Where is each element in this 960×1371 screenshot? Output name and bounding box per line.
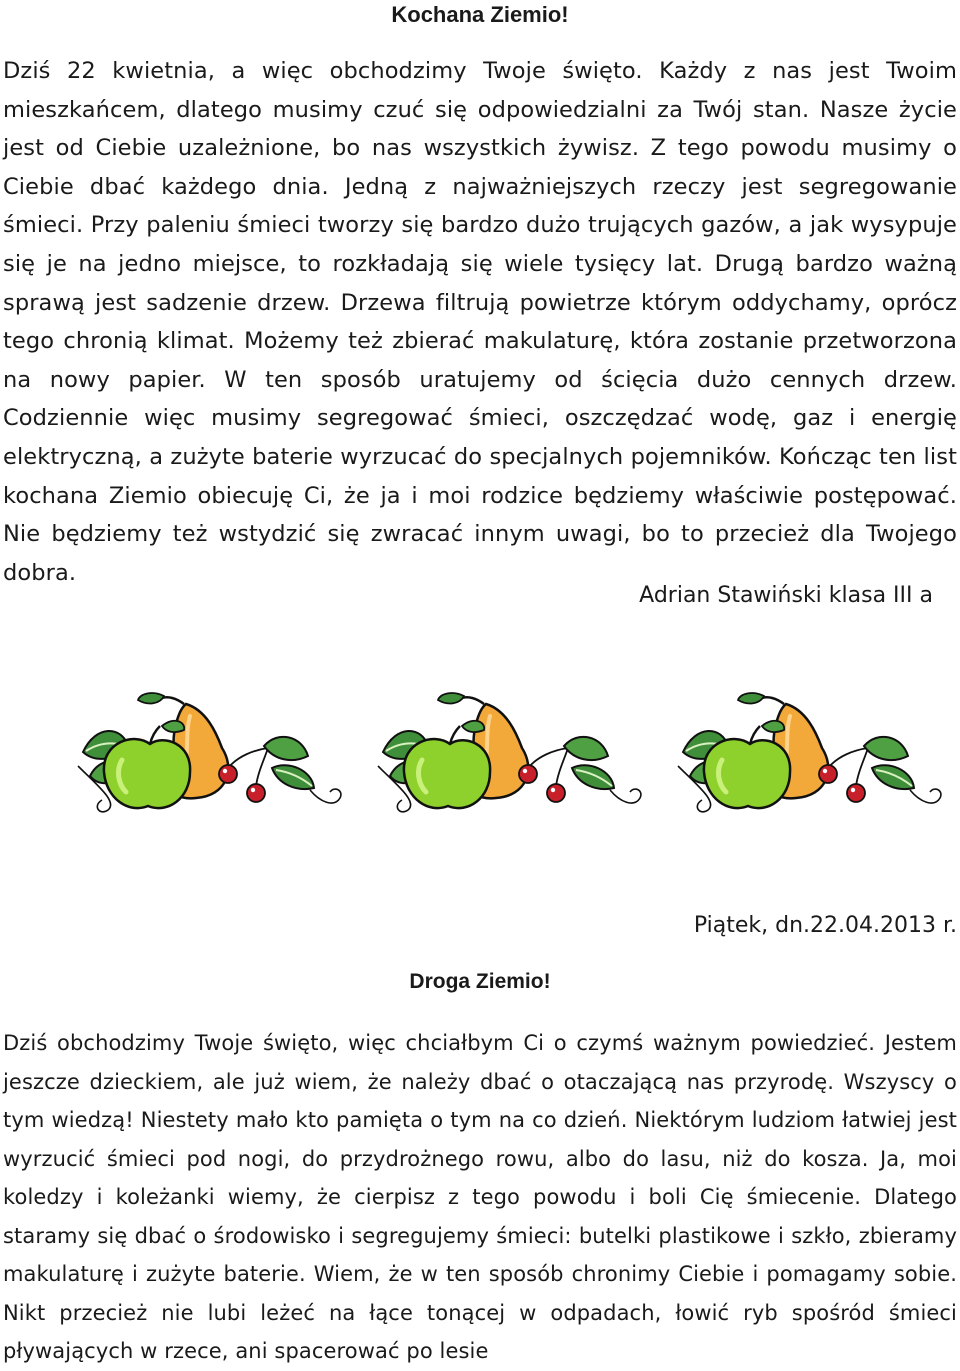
signature: Adrian Stawiński klasa III a (639, 583, 933, 608)
letter-body: Dziś 22 kwietnia, a więc obchodzimy Twoje święto. Każdy z nas jest Twoim mieszkańcem, dlatego musimy czuć się odpowiedzialni za Twój stan. Nasze życie jest od Ciebie uzależnione, bo nas wszystkich żywisz. Z tego powodu musimy o Ciebie dbać każdego dnia. Jedną z najważniejszych rzeczy jest segregowanie śmieci. Przy paleniu śmieci tworzy się bardzo dużo trujących gazów, a jak wysypuje się je na jedno miejsce, to rozkładają się wiele tysięcy lat. Drugą bardzo ważną sprawą jest sadzenie drzew. Drzewa filtrują powietrze którym oddychamy, oprócz tego chronią klimat. Możemy też zbierać makulaturę, która zostanie przetworzona na nowy papier. W ten sposób uratujemy od ścięcia dużo cennych drzew. Codziennie więc musimy segregować śmieci, oszczędzać wodę, gaz i energię elektryczną, a zużyte baterie wyrzucać do specjalnych pojemników. Kończąc ten list kochana Ziemio obiecuję Ci, że ja i moi rodzice będziemy właściwie postępować. Nie będziemy też wstydzić się zwracać innym uwagi, bo to przecież dla Twojego dobra. (3, 58, 957, 586)
letter-body: Dziś obchodzimy Twoje święto, więc chciałbym Ci o czymś ważnym powiedzieć. Jestem jeszcze dzieckiem, ale już wiem, że należy dbać o otaczającą nas przyrodę. Wszyscy o tym wiedzą! Niestety mało kto pamięta o tym na co dzień. Niektórym ludziom łatwiej jest wyrzucić śmieci pod nogi, do przydrożnego rowu, albo do lasu, niż do kosza. Ja, moi koledzy i koleżanki wiemy, że cierpisz z tego powodu i boli Cię śmiecenie. Dlatego staramy się dbać o środowisko i segregujemy śmieci: butelki plastikowe i szkło, zbieramy makulaturę i zużyte baterie. Wiem, że w ten sposób chronimy Ciebie i pomagamy sobie. Nikt przecież nie lubi leżeć na łące tonącej w odpadach, łowić ryb spośród śmieci pływających w rzece, ani spacerować po lesie (3, 1031, 957, 1363)
date: Piątek, dn.22.04.2013 r. (693, 913, 957, 938)
fruit-border (0, 690, 960, 820)
letter-title: Kochana Ziemio! (391, 2, 569, 27)
letter-title: Droga Ziemio! (409, 970, 551, 993)
